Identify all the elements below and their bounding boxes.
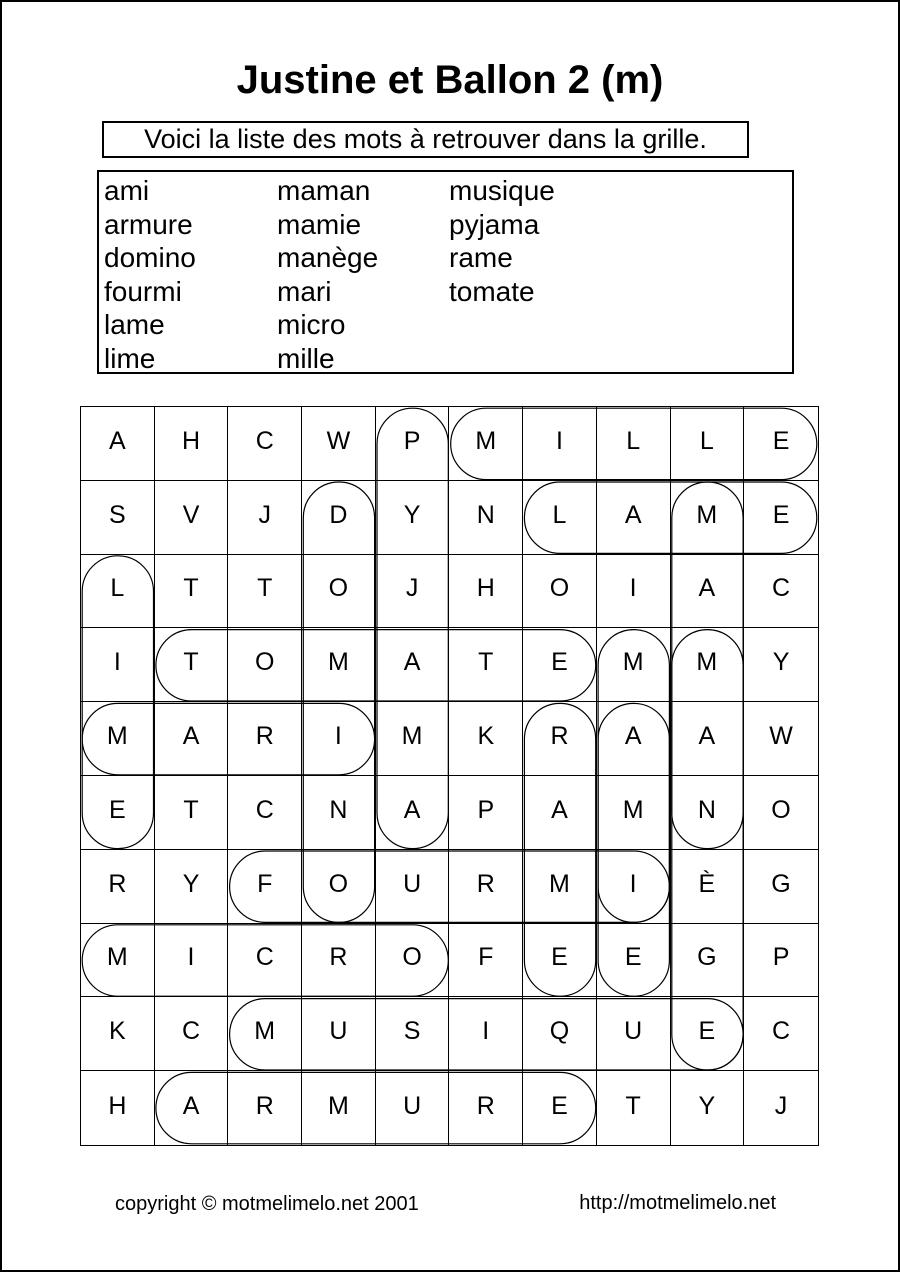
grid-cell: R: [449, 850, 523, 924]
grid-cell: M: [81, 924, 155, 998]
word-list-column-2: [277, 174, 378, 375]
website-url: http://motmelimelo.net: [579, 1192, 776, 1214]
grid-cell: O: [523, 555, 597, 629]
grid-cell: A: [376, 628, 450, 702]
grid-cell: I: [81, 628, 155, 702]
grid-cell: R: [523, 702, 597, 776]
grid-cell: I: [597, 555, 671, 629]
grid-cell: M: [302, 1071, 376, 1145]
word-search-grid: [80, 406, 819, 1146]
grid-cell: M: [228, 997, 302, 1071]
grid-cell: J: [774, 1091, 788, 1120]
grid-cell: I: [523, 407, 597, 481]
grid-cell: E: [744, 481, 818, 555]
grid-cell: A: [155, 1071, 229, 1145]
grid-cell: M: [449, 407, 523, 481]
grid-cell: E: [597, 924, 671, 998]
grid-cell: F: [449, 924, 523, 998]
grid-cell: M: [671, 481, 745, 555]
grid-cell: C: [155, 997, 229, 1071]
grid-cell: A: [597, 702, 671, 776]
grid-cell: A: [671, 555, 745, 629]
grid-cell: J: [228, 481, 302, 555]
word-list-item: fourmi: [104, 275, 182, 307]
grid-cell: U: [302, 997, 376, 1071]
grid-cell: M: [597, 628, 671, 702]
grid-cell: È: [671, 850, 745, 924]
grid-cell: E: [671, 997, 745, 1071]
word-list-item: rame: [449, 242, 513, 273]
grid-cell: L: [523, 481, 597, 555]
grid-cell: E: [523, 1071, 597, 1145]
grid-cell: F: [228, 850, 302, 924]
grid-cell: T: [449, 628, 523, 702]
grid-cell: U: [376, 850, 450, 924]
grid-cell: C: [228, 924, 302, 998]
word-list-item: lame: [104, 309, 165, 340]
grid-cell: L: [671, 407, 745, 481]
grid-cell: P: [376, 407, 450, 481]
grid-cell: A: [523, 776, 597, 850]
grid-cell: C: [228, 407, 302, 481]
grid-cell: E: [523, 628, 597, 702]
grid-cell: A: [597, 481, 671, 555]
grid-cell: N: [671, 776, 745, 850]
grid-cell: T: [228, 555, 302, 629]
word-list-item: armure: [104, 208, 193, 240]
grid-cell: E: [523, 924, 597, 998]
grid-cell: M: [81, 702, 155, 776]
grid-cell: J: [376, 555, 450, 629]
grid-cell: H: [155, 407, 229, 481]
word-list-item: tomate: [449, 275, 535, 307]
word-list-item: micro: [277, 309, 346, 340]
word-list-item: domino: [104, 242, 196, 273]
grid-cell: N: [302, 776, 376, 850]
word-list-item: manège: [277, 242, 379, 273]
grid-cell: H: [449, 555, 523, 629]
instruction-text: Voici la liste des mots à retrouver dans la grille.: [144, 124, 707, 154]
grid-cell: A: [155, 702, 229, 776]
grid-cell: I: [597, 850, 671, 924]
grid-cell: R: [302, 924, 376, 998]
grid-cell: T: [155, 776, 229, 850]
grid-cell: O: [302, 850, 376, 924]
page-title: Justine et Ballon 2 (m): [236, 58, 664, 102]
grid-cell: C: [744, 997, 818, 1071]
grid-cell: R: [228, 702, 302, 776]
grid-cell: M: [302, 628, 376, 702]
grid-cell: T: [155, 628, 229, 702]
grid-cell: O: [302, 555, 376, 629]
word-list-item: maman: [277, 175, 371, 206]
grid-cell: G: [744, 850, 818, 924]
copyright-text: copyright © motmelimelo.net 2001: [115, 1193, 419, 1215]
grid-cell: R: [228, 1071, 302, 1145]
grid-cell: P: [744, 924, 818, 998]
grid-cell: C: [744, 555, 818, 629]
grid-cell: A: [81, 407, 155, 481]
word-list-column-3: [449, 174, 555, 308]
word-list-item: mille: [277, 342, 335, 374]
grid-cell: Y: [671, 1071, 745, 1145]
grid-cell: W: [744, 702, 818, 776]
grid-cell: R: [449, 1071, 523, 1145]
grid-cell: Y: [376, 481, 450, 555]
grid-cell: G: [671, 924, 745, 998]
grid-cell: V: [155, 481, 229, 555]
grid-cell: I: [155, 924, 229, 998]
grid-cell: S: [376, 997, 450, 1071]
word-list: [97, 170, 794, 374]
grid-cell: R: [81, 850, 155, 924]
grid-cell: L: [597, 407, 671, 481]
grid-cell: O: [228, 628, 302, 702]
grid-cell: I: [449, 997, 523, 1071]
grid-cell: P: [449, 776, 523, 850]
grid-cell: K: [449, 702, 523, 776]
word-list-column-1: [104, 174, 196, 375]
grid-cell: K: [81, 997, 155, 1071]
word-list-item: ami: [104, 175, 150, 206]
grid-cell: M: [671, 628, 745, 702]
grid-cell: O: [744, 776, 818, 850]
grid-cell: S: [81, 481, 155, 555]
word-list-item: mari: [277, 275, 332, 307]
grid-cell: U: [597, 997, 671, 1071]
grid-cell: A: [376, 776, 450, 850]
grid-cell: L: [81, 555, 155, 629]
grid-cell: E: [744, 407, 818, 481]
word-list-item: mamie: [277, 208, 362, 240]
word-list-item: pyjama: [449, 208, 540, 240]
grid-cell: T: [597, 1071, 671, 1145]
grid-cell: A: [671, 702, 745, 776]
grid-cell: D: [302, 481, 376, 555]
word-list-item: musique: [449, 175, 555, 206]
instruction-box: [102, 121, 749, 158]
grid-cell: T: [155, 555, 229, 629]
word-list-item: lime: [104, 342, 156, 374]
grid-cell: H: [81, 1071, 155, 1145]
grid-cell: O: [376, 924, 450, 998]
grid-cell: N: [449, 481, 523, 555]
grid-cell: Y: [155, 850, 229, 924]
grid-cell: W: [302, 407, 376, 481]
grid-cell: Y: [744, 628, 818, 702]
grid-cell: C: [228, 776, 302, 850]
grid-cell: Q: [523, 997, 597, 1071]
grid-cell: U: [376, 1071, 450, 1145]
grid-cell: E: [81, 776, 155, 850]
grid-cell: I: [302, 702, 376, 776]
grid-cell: M: [376, 702, 450, 776]
grid-cell: M: [523, 850, 597, 924]
grid-cell: M: [597, 776, 671, 850]
